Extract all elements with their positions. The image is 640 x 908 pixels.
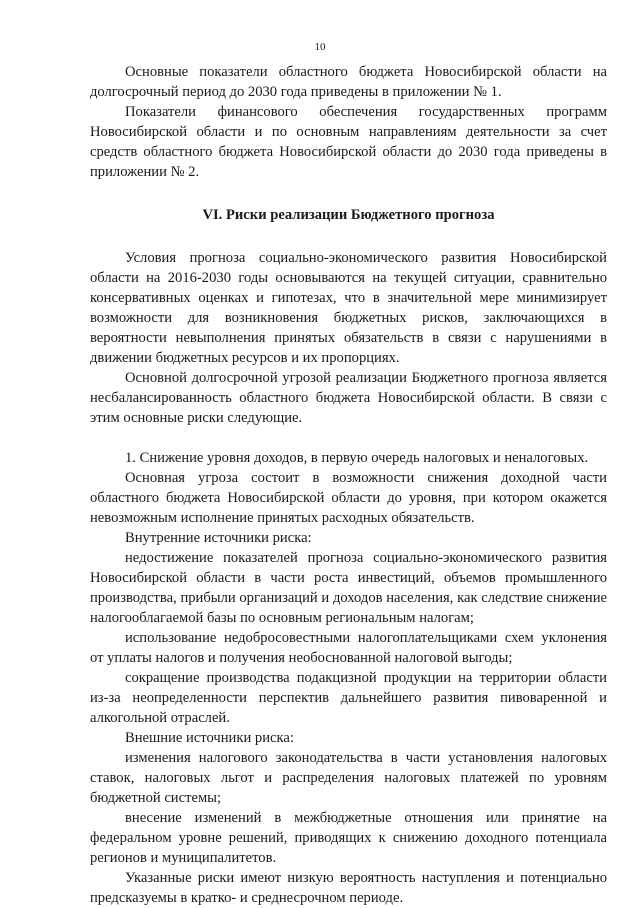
risk-heading: 1. Снижение уровня доходов, в первую очередь налоговых и неналоговых. (125, 450, 589, 466)
internal-risk-item: сокращение производства подакцизной продукции на территории области из-за неопределенности перспектив дальнейшего развития пивоваренной и алкогольной отраслей. (90, 670, 607, 726)
document-body (90, 62, 607, 908)
section-title: VI. Риски реализации Бюджетного прогноза (202, 207, 495, 223)
paragraph-threat-description: Основная угроза состоит в возможности снижения доходной части областного бюджета Новосибирской области до уровня, при котором окажется невозможным исполнение принятых расходных обязательств. (90, 470, 607, 526)
paragraph-forecast-conditions: Условия прогноза социально-экономического развития Новосибирской области на 2016-2030 годы основываются на текущей ситуации, сравнительно консервативных оценках и гипотезах, что в значительной мере минимизирует возможности для возникновения бюджетных рисков, заключающихся в вероятности невыполнения принятых обязательств в связи с нарушениями в движении бюджетных ресурсов и их пропорциях. (90, 250, 607, 366)
external-sources-label: Внешние источники риска: (125, 730, 294, 746)
paragraph-main-threat: Основной долгосрочной угрозой реализации Бюджетного прогноза является несбалансированность областного бюджета Новосибирской области. В связи с этим основные риски следующие. (90, 370, 607, 426)
internal-sources-label: Внутренние источники риска: (125, 530, 312, 546)
internal-risk-item: использование недобросовестными налогоплательщиками схем уклонения от уплаты налогов и получения необоснованной налоговой выгоды; (90, 630, 607, 666)
paragraph-gap (90, 428, 607, 448)
external-risk-item: внесение изменений в межбюджетные отношения или принятие на федеральном уровне решений, приводящих к снижению доходного потенциала регионов и муниципалитетов. (90, 810, 607, 866)
internal-risk-item: недостижение показателей прогноза социально-экономического развития Новосибирской области в части роста инвестиций, объемов промышленного производства, прибыли организаций и доходов населения, как следствие снижение налогооблагаемой базы по основным региональным налогам; (90, 550, 607, 626)
paragraph-appendix-1: Основные показатели областного бюджета Новосибирской области на долгосрочный период до 2030 года приведены в приложении № 1. (90, 64, 607, 100)
paragraph-risk-conclusion: Указанные риски имеют низкую вероятность наступления и потенциально предсказуемы в кратко- и среднесрочном периоде. (90, 870, 607, 906)
paragraph-appendix-2: Показатели финансового обеспечения государственных программ Новосибирской области и по основным направлениям деятельности за счет средств областного бюджета Новосибирской области до 2030 года приведены в приложении № 2. (90, 104, 607, 180)
external-risk-item: изменения налогового законодательства в части установления налоговых ставок, налоговых льгот и распределения налоговых платежей по уровням бюджетной системы; (90, 750, 607, 806)
page-number: 10 (314, 41, 326, 53)
